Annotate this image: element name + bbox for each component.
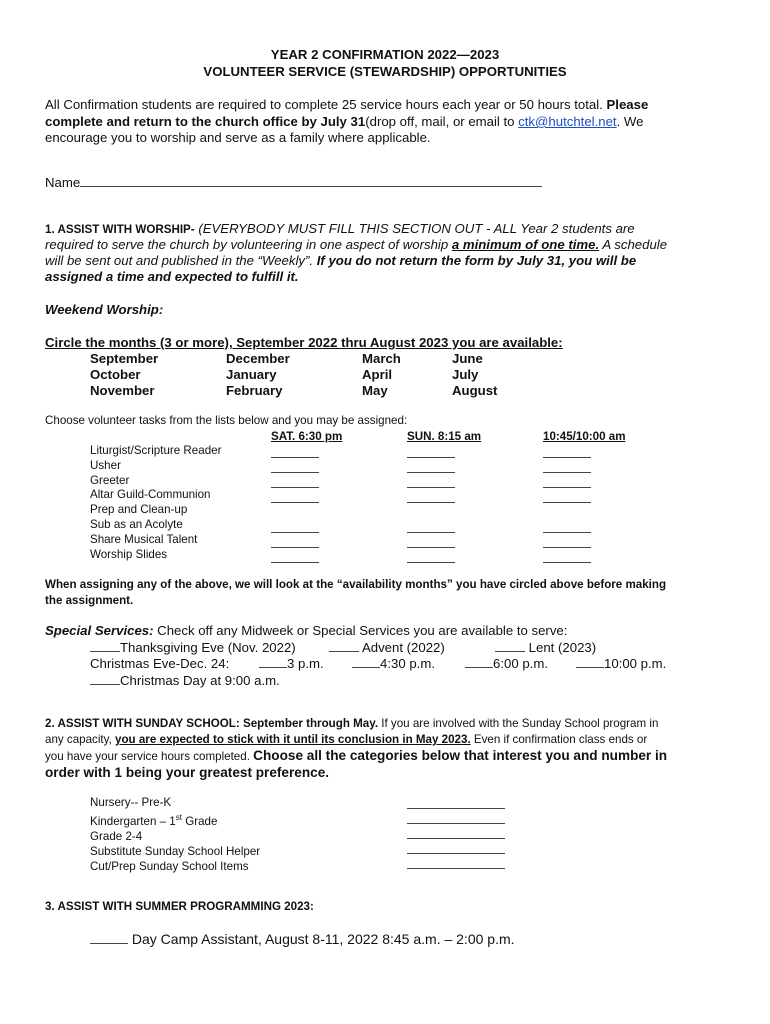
month-option[interactable]: March [362,351,401,366]
christmas-6pm [465,656,548,671]
section1-line-3 [45,253,636,268]
weekend-heading: Weekend Worship: [45,302,164,317]
month-option[interactable]: August [452,383,498,398]
circle-text-b: , September 2022 thru August 2023 you are available: [228,335,563,350]
section1-text-3a: will be sent out and published in the “Weekly”. [45,253,317,268]
months-col-4 [452,351,497,399]
email-link[interactable]: ctk@hutchtel.net [518,114,617,129]
intro-line-3: encourage you to worship and serve as a family where applicable. [45,130,431,145]
time-sun: SUN. 8:15 am [407,430,482,443]
section2-text-3a: you have your service hours completed. [45,750,254,763]
checkbox-blank[interactable] [465,656,493,668]
task-altar-guild: Altar Guild-Communion [90,488,211,502]
section2-text-2b: you are expected to stick with it until its conclusion in May 2023. [115,733,471,746]
blank-field[interactable] [543,536,591,548]
section2-heading: 2. ASSIST WITH SUNDAY SCHOOL: September through May. [45,717,379,730]
intro-bold: Please [606,97,649,112]
month-option[interactable]: January [226,367,277,382]
title-line-1: YEAR 2 CONFIRMATION 2022—2023 [270,47,500,62]
christmas-430pm [352,656,435,671]
month-option[interactable]: April [362,367,393,382]
month-option[interactable]: June [452,351,483,366]
month-option[interactable]: November [90,383,155,398]
ss-nursery: Nursery-- Pre-K [90,796,172,809]
blank-field[interactable] [407,461,455,473]
blank-field[interactable] [543,446,591,458]
blank-field[interactable] [407,476,455,488]
month-option[interactable]: September [90,351,159,366]
section2-text-2a: any capacity, [45,733,116,746]
months-col-3 [362,351,401,399]
special-intro [45,623,567,638]
blank-field[interactable] [543,476,591,488]
time-label: 3 p.m. [287,656,324,671]
months-col-2 [226,351,290,399]
time-sat: SAT. 6:30 pm [271,430,343,443]
lent-label: Lent (2023) [528,640,597,655]
blank-field[interactable] [407,551,455,563]
section1-line-4: assigned a time and expected to fulfill it. [45,269,299,284]
blanks-col-late [543,446,591,566]
section1-line-1 [45,221,635,236]
month-option[interactable]: December [226,351,290,366]
months-col-1 [90,351,158,399]
name-field[interactable] [80,175,542,187]
time-label: 6:00 p.m. [493,656,548,671]
blank-field[interactable] [543,461,591,473]
ss-cut-prep: Cut/Prep Sunday School Items [90,859,249,873]
section2-text-2c: Even if confirmation class ends or [470,733,648,746]
checkbox-blank[interactable] [90,673,120,685]
section1-heading: 1. ASSIST WITH WORSHIP- [45,223,195,236]
intro-text-2: (drop off, mail, or email to [365,114,519,129]
intro-text-3: . We [616,114,644,129]
month-option[interactable]: February [226,383,283,398]
special-intro-text: Check off any Midweek or Special Services you are available to serve: [153,623,568,638]
section2-line-2 [45,733,647,746]
section2-line-4: order with 1 being your greatest preference. [45,765,330,780]
time-label: 10:00 p.m. [604,656,667,671]
blank-field[interactable] [271,521,319,533]
name-row [45,175,542,190]
intro-line-2 [45,114,643,129]
intro-text: All Confirmation students are required to complete 25 service hours each year or 50 hours total. [45,97,607,112]
christmas-3pm [259,656,324,671]
special-advent [329,640,445,655]
task-usher: Usher [90,458,121,472]
blank-field[interactable] [271,551,319,563]
checkbox-blank[interactable] [576,656,604,668]
month-option[interactable]: July [452,367,479,382]
intro-line-1 [45,97,648,112]
time-label: 4:30 p.m. [380,656,435,671]
name-label: Name [45,175,81,190]
intro-deadline: complete and return to the church office by July 31 [45,114,366,129]
choose-tasks-text: Choose volunteer tasks from the lists below and you may be assigned: [45,414,408,427]
advent-label: Advent (2022) [361,640,445,655]
ss-kinder-suffix: Grade [181,814,218,828]
blanks-col-sun [407,446,455,566]
checkbox-blank[interactable] [495,640,525,652]
rank-field[interactable] [407,827,505,839]
checkbox-blank[interactable] [90,640,120,652]
task-slides: Worship Slides [90,547,168,561]
checkbox-blank[interactable] [259,656,287,668]
day-camp-label: Day Camp Assistant, August 8-11, 2022 8:45 a.m. – 2:00 p.m. [128,931,515,947]
ss-substitute: Substitute Sunday School Helper [90,844,261,858]
section2-text-1: If you are involved with the Sunday School program in [378,717,659,730]
month-option[interactable]: May [362,383,388,398]
checkbox-blank[interactable] [352,656,380,668]
section2-line-1 [45,717,658,730]
special-row-1 [90,640,296,655]
special-heading: Special Services: [45,623,154,638]
blank-field[interactable] [271,476,319,488]
blank-field[interactable] [407,446,455,458]
christmas-eve-label: Christmas Eve-Dec. 24: [90,656,230,671]
checkbox-blank[interactable] [90,932,128,944]
christmas-day-row [90,673,280,688]
ss-kinder-sup: st [175,813,182,822]
section1-text-1: (EVERYBODY MUST FILL THIS SECTION OUT - ALL Year 2 students are [194,221,635,236]
christmas-day-label: Christmas Day at 9:00 a.m. [120,673,280,688]
circle-months-instruction [45,335,563,350]
blank-field[interactable] [543,521,591,533]
blank-field[interactable] [407,521,455,533]
assign-note-1: When assigning any of the above, we will look at the “availability months” you have circled above before making [45,578,667,591]
section1-text-2a: required to serve the church by volunteering in one aspect of worship [45,237,452,252]
ss-grade-2-4: Grade 2-4 [90,829,143,843]
section1-line-2 [45,237,667,252]
christmas-10pm [576,656,666,671]
section3-heading: 3. ASSIST WITH SUMMER PROGRAMMING 2023: [45,900,314,913]
section1-text-3b: If you do not return the form by July 31, you will be [316,253,637,268]
sunday-school-list [90,795,260,874]
blank-field[interactable] [407,491,455,503]
special-lent [495,640,596,655]
blank-field[interactable] [271,446,319,458]
assign-note-2: the assignment. [45,594,134,607]
circle-text-a: Circle the months (3 or more) [45,335,229,350]
month-option[interactable]: October [90,367,141,382]
thanksgiving-label: Thanksgiving Eve (Nov. 2022) [120,640,296,655]
rank-field[interactable] [407,857,505,869]
task-musical: Share Musical Talent [90,532,198,546]
ss-kinder-label: Kindergarten – 1 [90,814,176,828]
blank-field[interactable] [271,536,319,548]
blank-field[interactable] [543,551,591,563]
rank-field[interactable] [407,842,505,854]
task-prep-cleanup: Prep and Clean-up [90,503,188,517]
task-liturgist: Liturgist/Scripture Reader [90,444,222,457]
rank-field[interactable] [407,812,505,824]
rank-field[interactable] [407,797,505,809]
checkbox-blank[interactable] [329,640,359,652]
day-camp-row [90,931,515,947]
blank-field[interactable] [543,491,591,503]
blank-field[interactable] [271,491,319,503]
blank-field[interactable] [271,461,319,473]
time-late: 10:45/10:00 am [543,430,626,443]
ss-blanks [407,797,505,872]
section1-text-2b: a minimum of one time. [451,237,600,252]
section2-line-3 [45,748,667,763]
title-line-2: VOLUNTEER SERVICE (STEWARDSHIP) OPPORTUNITIES [203,64,567,79]
section2-text-3b: Choose all the categories below that interest you and number in [253,748,668,763]
task-acolyte: Sub as an Acolyte [90,517,183,531]
blanks-col-sat [271,446,319,566]
section1-text-2c: A schedule [599,237,668,252]
task-greeter: Greeter [90,473,130,487]
tasks-list [90,444,221,562]
blank-field[interactable] [407,536,455,548]
ss-kindergarten [90,810,260,829]
